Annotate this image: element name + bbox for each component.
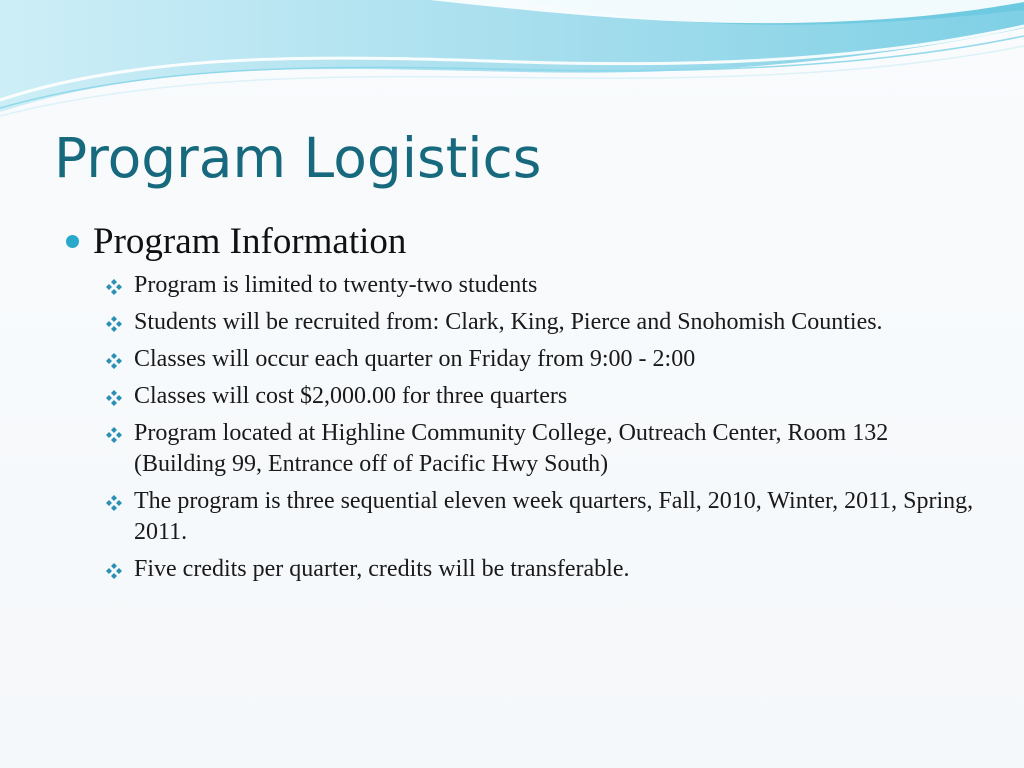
list-item (106, 307, 986, 338)
list-item (106, 418, 986, 480)
list-item-text: Classes will occur each quarter on Friday from 9:00 - 2:00 (134, 346, 696, 372)
section-heading: Program Information (93, 221, 407, 262)
list-item (106, 344, 986, 375)
diamond-bullet-icon (106, 390, 122, 406)
diamond-bullet-icon (106, 563, 122, 579)
list-item (106, 486, 986, 548)
header-wave-decoration (0, 0, 1024, 130)
list-item-text: Students will be recruited from: Clark, King, Pierce and Snohomish Counties. (134, 309, 883, 335)
list-item (106, 554, 986, 585)
circle-bullet-icon (66, 235, 79, 248)
diamond-bullet-icon (106, 353, 122, 369)
list-item-text: Program is limited to twenty-two students (134, 272, 538, 298)
diamond-bullet-icon (106, 279, 122, 295)
list-item (106, 381, 986, 412)
slide-title: Program Logistics (54, 126, 542, 190)
list-item (106, 270, 986, 301)
list-item-text: Program located at Highline Community College, Outreach Center, Room 132 (Building 99, Entrance off of Pacific Hwy South) (134, 420, 889, 477)
level1-bullet-item (66, 222, 406, 262)
list-item-text: Classes will cost $2,000.00 for three quarters (134, 383, 568, 409)
diamond-bullet-icon (106, 495, 122, 511)
list-item-text: Five credits per quarter, credits will be transferable. (134, 556, 630, 582)
detail-list (106, 270, 986, 591)
diamond-bullet-icon (106, 316, 122, 332)
list-item-text: The program is three sequential eleven week quarters, Fall, 2010, Winter, 2011, Spring, 2011. (134, 488, 974, 545)
diamond-bullet-icon (106, 427, 122, 443)
